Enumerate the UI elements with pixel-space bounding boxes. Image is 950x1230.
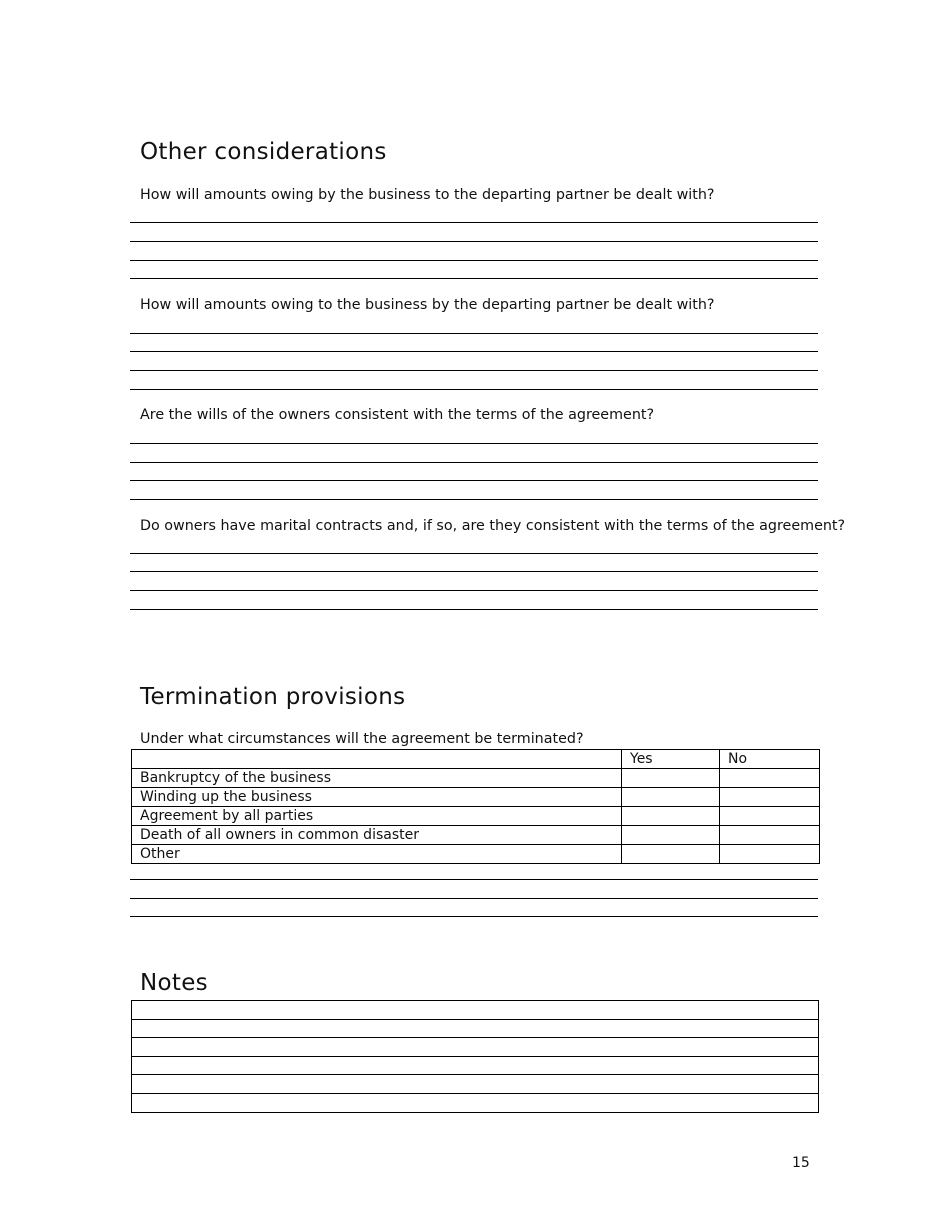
no-cell[interactable] xyxy=(720,826,820,845)
notes-cell[interactable] xyxy=(132,1001,819,1020)
yes-cell[interactable] xyxy=(622,788,720,807)
answer-line[interactable] xyxy=(130,241,818,242)
table-row xyxy=(132,788,820,807)
question-amounts-owing-to-business: How will amounts owing to the business by the departing partner be dealt with? xyxy=(140,297,715,313)
page-number: 15 xyxy=(792,1155,810,1171)
termination-table xyxy=(131,749,820,864)
notes-row xyxy=(132,1075,819,1094)
question-termination-circumstances: Under what circumstances will the agreement be terminated? xyxy=(140,731,584,747)
answer-line[interactable] xyxy=(130,278,818,279)
question-wills-consistent: Are the wills of the owners consistent with the terms of the agreement? xyxy=(140,407,655,423)
notes-cell[interactable] xyxy=(132,1038,819,1057)
notes-cell[interactable] xyxy=(132,1019,819,1038)
yes-cell[interactable] xyxy=(622,845,720,864)
answer-line[interactable] xyxy=(130,553,818,554)
notes-table xyxy=(131,1000,819,1113)
table-row xyxy=(132,826,820,845)
notes-row xyxy=(132,1001,819,1020)
answer-line[interactable] xyxy=(130,499,818,500)
answer-line[interactable] xyxy=(130,571,818,572)
yes-cell[interactable] xyxy=(622,826,720,845)
yes-cell[interactable] xyxy=(622,807,720,826)
answer-line[interactable] xyxy=(130,389,818,390)
section-heading-termination-provisions: Termination provisions xyxy=(140,684,406,710)
header-cell-blank xyxy=(132,750,622,769)
no-cell[interactable] xyxy=(720,845,820,864)
table-row xyxy=(132,807,820,826)
notes-cell[interactable] xyxy=(132,1093,819,1112)
no-cell[interactable] xyxy=(720,769,820,788)
answer-line[interactable] xyxy=(130,609,818,610)
answer-line[interactable] xyxy=(130,443,818,444)
answer-line[interactable] xyxy=(130,333,818,334)
header-cell-no: No xyxy=(720,750,820,769)
notes-cell[interactable] xyxy=(132,1056,819,1075)
row-label: Bankruptcy of the business xyxy=(132,769,622,788)
notes-row xyxy=(132,1056,819,1075)
answer-line[interactable] xyxy=(130,879,818,880)
section-heading-notes: Notes xyxy=(140,970,208,996)
answer-line[interactable] xyxy=(130,590,818,591)
question-amounts-owing-by-business: How will amounts owing by the business to the departing partner be dealt with? xyxy=(140,187,715,203)
row-label: Winding up the business xyxy=(132,788,622,807)
notes-cell[interactable] xyxy=(132,1075,819,1094)
table-row xyxy=(132,769,820,788)
answer-line[interactable] xyxy=(130,351,818,352)
notes-row xyxy=(132,1093,819,1112)
question-marital-contracts: Do owners have marital contracts and, if so, are they consistent with the terms of the agreement? xyxy=(140,518,846,534)
header-cell-yes: Yes xyxy=(622,750,720,769)
row-label: Other xyxy=(132,845,622,864)
section-heading-other-considerations: Other considerations xyxy=(140,139,387,165)
answer-line[interactable] xyxy=(130,370,818,371)
notes-row xyxy=(132,1019,819,1038)
answer-line[interactable] xyxy=(130,916,818,917)
answer-line[interactable] xyxy=(130,462,818,463)
row-label: Agreement by all parties xyxy=(132,807,622,826)
row-label: Death of all owners in common disaster xyxy=(132,826,622,845)
answer-line[interactable] xyxy=(130,260,818,261)
answer-line[interactable] xyxy=(130,222,818,223)
no-cell[interactable] xyxy=(720,788,820,807)
answer-line[interactable] xyxy=(130,480,818,481)
yes-cell[interactable] xyxy=(622,769,720,788)
table-header-row xyxy=(132,750,820,769)
notes-row xyxy=(132,1038,819,1057)
table-row xyxy=(132,845,820,864)
no-cell[interactable] xyxy=(720,807,820,826)
answer-line[interactable] xyxy=(130,898,818,899)
